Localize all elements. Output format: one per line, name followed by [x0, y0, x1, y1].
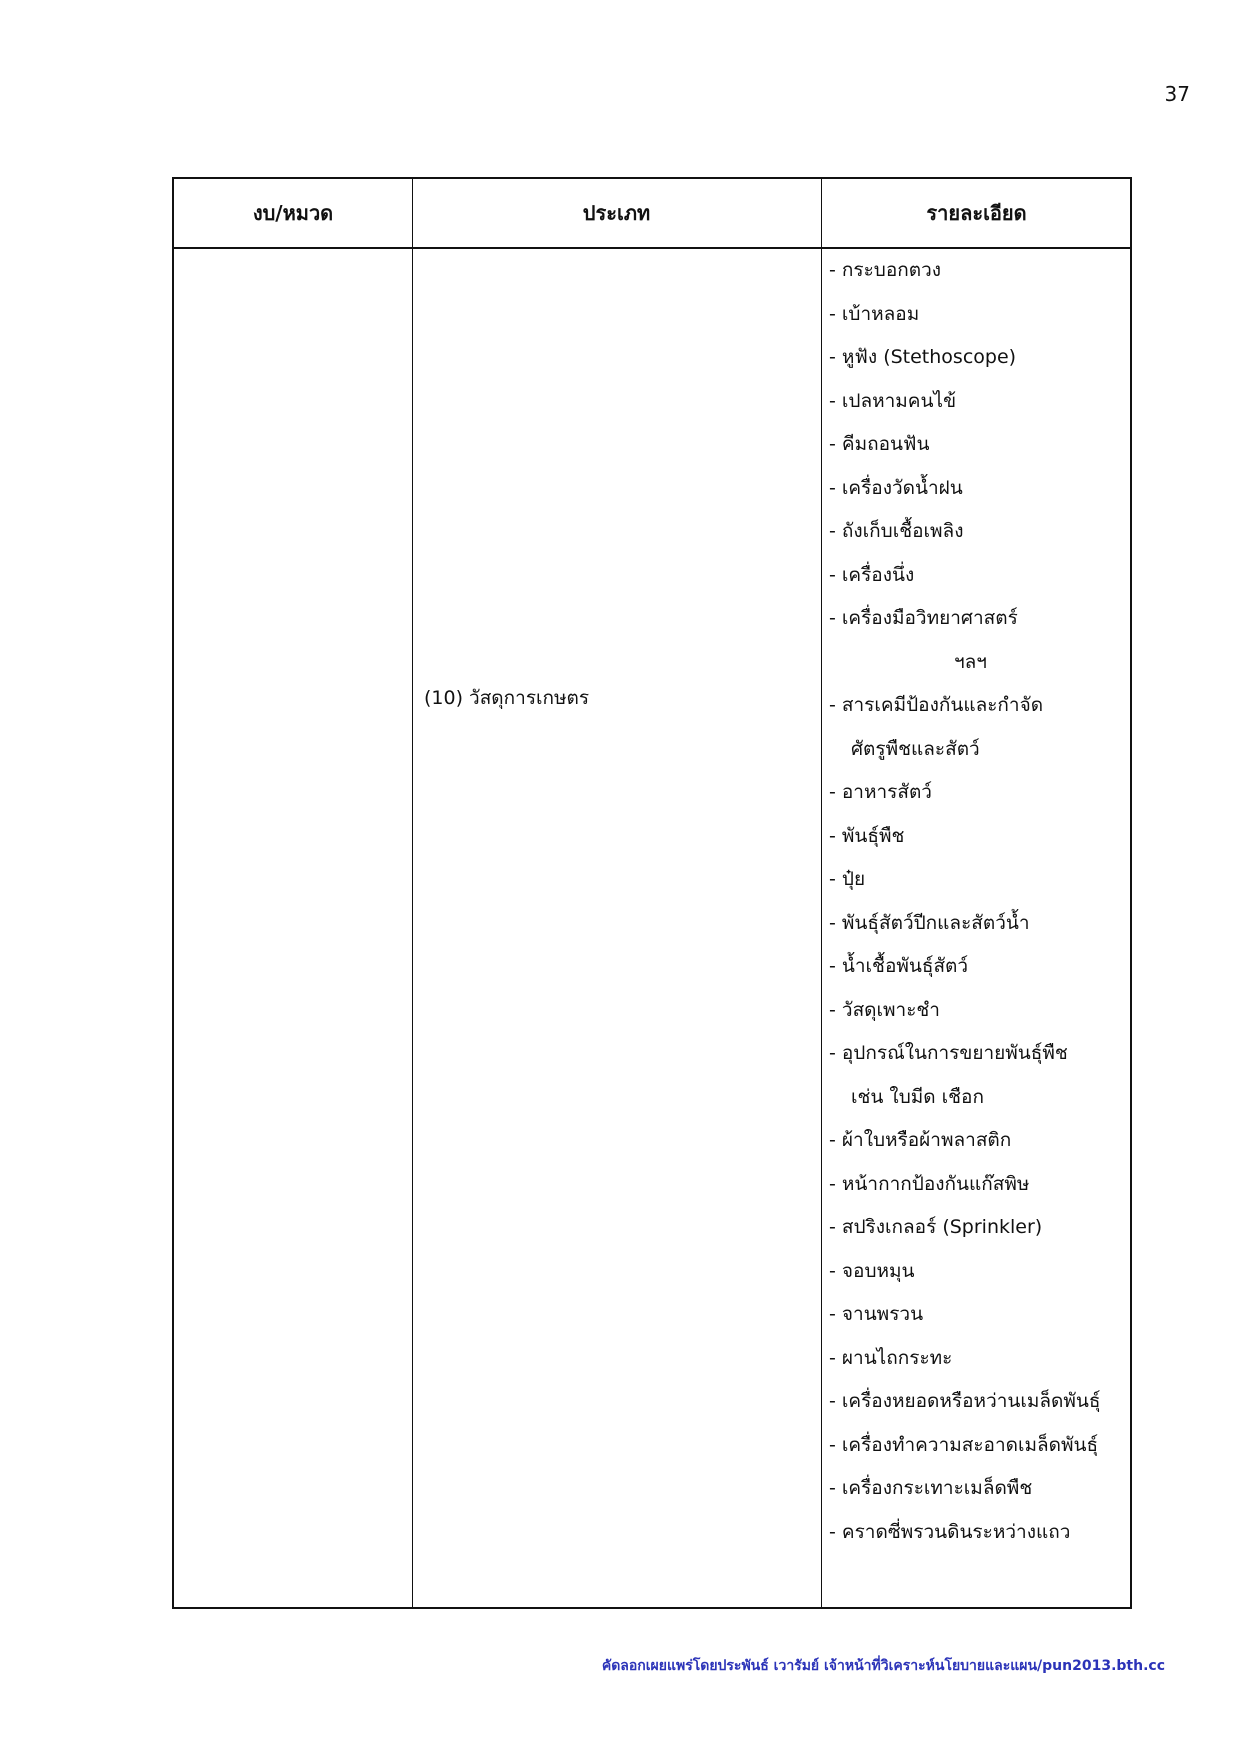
- page-number: 37: [1164, 82, 1190, 106]
- detail-item: - หูฟัง (Stethoscope): [829, 346, 1017, 368]
- detail-item: - เปลหามคนไข้: [829, 389, 957, 412]
- detail-item: - ปุ๋ย: [829, 868, 866, 890]
- detail-item: - น้ำเชื้อพันธุ์สัตว์: [829, 955, 969, 977]
- column-divider-1: [412, 179, 413, 1607]
- detail-item: - อาหารสัตว์: [829, 781, 932, 803]
- detail-item: - จอบหมุน: [829, 1259, 915, 1282]
- detail-item: - จานพรวน: [829, 1303, 924, 1325]
- column-divider-2: [821, 179, 822, 1607]
- detail-item: ฯลฯ: [954, 650, 987, 673]
- header-type: ประเภท: [582, 201, 651, 225]
- detail-item: - เครื่องทำความสะอาดเมล็ดพันธุ์: [829, 1433, 1099, 1456]
- detail-item: - หน้ากากป้องกันแก๊สพิษ: [829, 1172, 1030, 1195]
- detail-item: - เครื่องนึ่ง: [829, 563, 915, 586]
- header-details: รายละเอียด: [926, 201, 1027, 225]
- footer-credit: คัดลอกเผยแพร่โดยประพันธ์ เวารัมย์ เจ้าหน้าที่วิเคราะห์นโยบายและแผน/pun2013.bth.cc: [601, 1658, 1165, 1674]
- detail-item: - กระบอกตวง: [829, 259, 942, 281]
- detail-item: - ผ้าใบหรือผ้าพลาสติก: [829, 1129, 1012, 1151]
- header-budget-category: งบ/หมวด: [252, 201, 334, 225]
- detail-item: ศัตรูพืชและสัตว์: [851, 737, 980, 760]
- budget-category-table: [172, 177, 1132, 1609]
- detail-item: - อุปกรณ์ในการขยายพันธุ์พืช: [829, 1042, 1068, 1064]
- detail-item: - เครื่องวัดน้ำฝน: [829, 476, 963, 499]
- detail-item: - สารเคมีป้องกันและกำจัด: [829, 694, 1044, 716]
- detail-item: - ถังเก็บเชื้อเพลิง: [829, 520, 964, 542]
- detail-item: - คีมถอนฟัน: [829, 433, 930, 455]
- detail-item: - เครื่องหยอดหรือหว่านเมล็ดพันธุ์: [829, 1390, 1101, 1412]
- detail-item: - พันธุ์สัตว์ปีกและสัตว์น้ำ: [829, 911, 1030, 934]
- detail-item: - เครื่องมือวิทยาศาสตร์: [829, 607, 1018, 629]
- detail-item: - เบ้าหลอม: [829, 302, 920, 325]
- detail-item: เช่น ใบมีด เชือก: [851, 1085, 984, 1108]
- detail-item: - ผานไถกระทะ: [829, 1346, 953, 1369]
- detail-item: - เครื่องกระเทาะเมล็ดพืช: [829, 1477, 1033, 1499]
- detail-item: - สปริงเกลอร์ (Sprinkler): [829, 1216, 1043, 1238]
- detail-item: - วัสดุเพาะชำ: [829, 998, 940, 1021]
- detail-item: - คราดซี่พรวนดินระหว่างแถว: [829, 1520, 1071, 1543]
- details-list: [829, 249, 1129, 1554]
- type-agricultural-materials: (10) วัสดุการเกษตร: [424, 687, 590, 709]
- detail-item: - พันธุ์พืช: [829, 824, 905, 847]
- table-header-row: [174, 179, 1130, 249]
